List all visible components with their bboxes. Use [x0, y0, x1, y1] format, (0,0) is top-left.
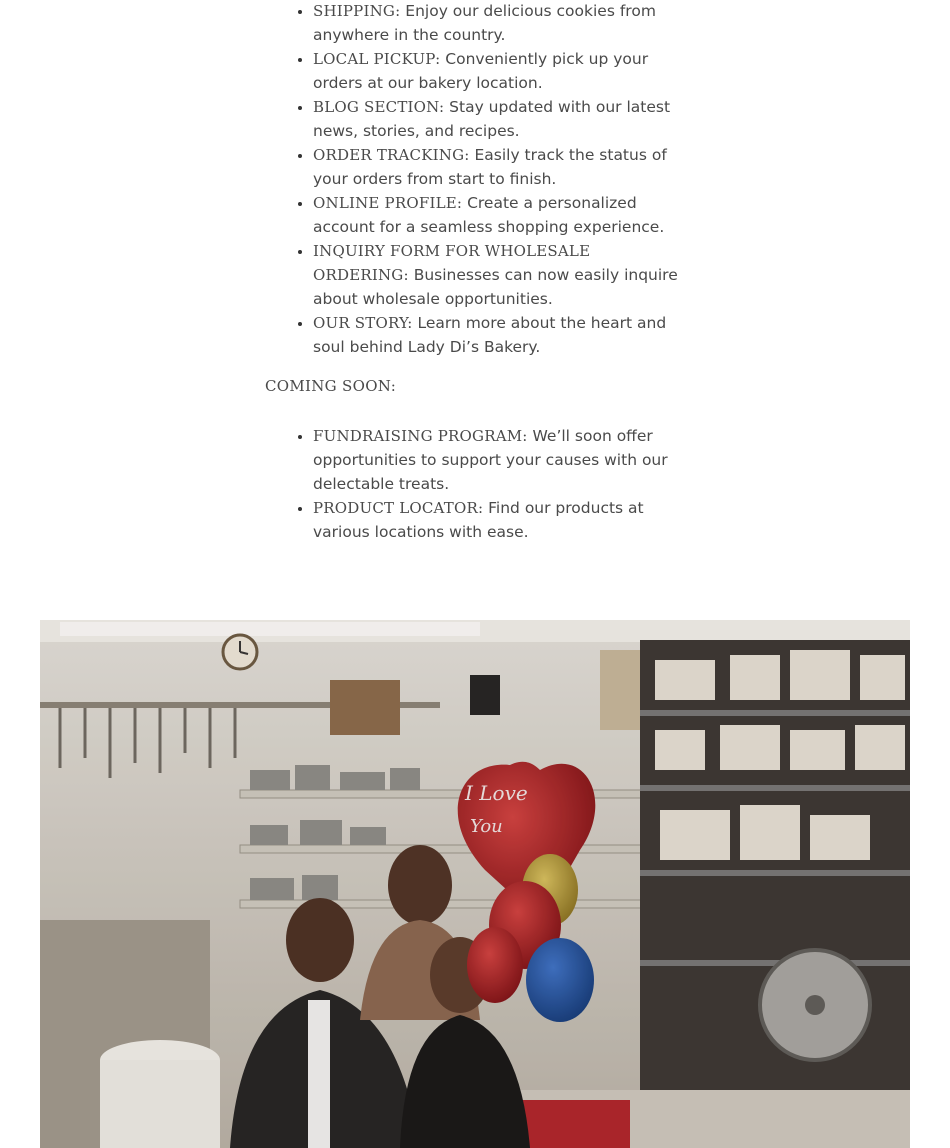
feature-desc: Businesses can now easily inquire about wholesale opportunities.	[313, 266, 678, 308]
feature-term: SHIPPING:	[313, 2, 401, 20]
feature-term: ONLINE PROFILE:	[313, 194, 463, 212]
list-item	[313, 143, 685, 191]
feature-term: PRODUCT LOCATOR:	[313, 499, 484, 517]
feature-term: OUR STORY:	[313, 314, 413, 332]
feature-term: INQUIRY FORM FOR WHOLESALE ORDERING:	[313, 242, 591, 284]
feature-term: ORDER TRACKING:	[313, 146, 470, 164]
feature-term: BLOG SECTION:	[313, 98, 445, 116]
list-item	[313, 191, 685, 239]
feature-term: FUNDRAISING PROGRAM:	[313, 427, 528, 445]
feature-desc: Learn more about the heart and soul behind Lady Di’s Bakery.	[313, 314, 667, 356]
list-item	[313, 47, 685, 95]
feature-desc: Conveniently pick up your orders at our bakery location.	[313, 50, 649, 92]
balloon-text-line1: I Love	[465, 781, 528, 805]
list-item	[313, 496, 685, 544]
bakery-photo-illustration	[40, 620, 910, 1148]
features-section	[265, 0, 685, 359]
features-list	[265, 0, 685, 359]
coming-soon-heading: COMING SOON:	[265, 377, 397, 395]
coming-soon-section	[265, 424, 685, 544]
feature-desc: Enjoy our delicious cookies from anywhere in the country.	[313, 2, 656, 44]
list-item	[313, 239, 685, 311]
feature-desc: Stay updated with our latest news, stories, and recipes.	[313, 98, 671, 140]
feature-desc: Find our products at various locations with ease.	[313, 499, 644, 541]
feature-term: LOCAL PICKUP:	[313, 50, 441, 68]
feature-desc: Create a personalized account for a seamless shopping experience.	[313, 194, 665, 236]
bakery-photo	[40, 620, 910, 1148]
balloon-text-line2: You	[470, 816, 503, 837]
list-item	[313, 0, 685, 47]
feature-desc: Easily track the status of your orders from start to finish.	[313, 146, 667, 188]
list-item	[313, 311, 685, 359]
feature-desc: We’ll soon offer opportunities to support your causes with our delectable treats.	[313, 427, 668, 493]
coming-soon-list	[265, 424, 685, 544]
list-item	[313, 95, 685, 143]
list-item	[313, 424, 685, 496]
